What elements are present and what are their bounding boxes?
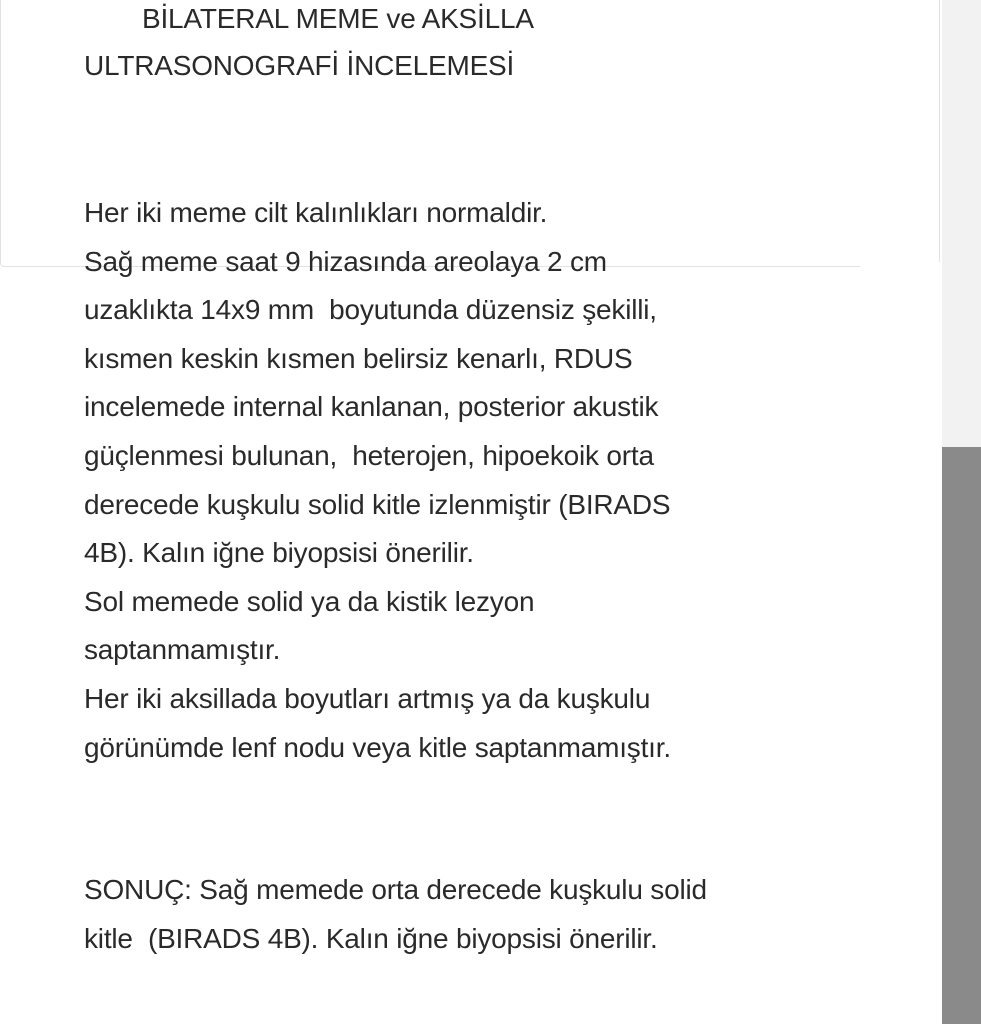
findings-line: Her iki meme cilt kalınlıkları normaldir. bbox=[84, 197, 548, 228]
scrollbar-thumb[interactable] bbox=[942, 447, 981, 1024]
report-conclusion bbox=[84, 866, 707, 963]
findings-line: 4B). Kalın iğne biyopsisi önerilir. bbox=[84, 537, 474, 569]
findings-line: uzaklıkta 14x9 mm boyutunda düzensiz şekilli, bbox=[84, 294, 657, 326]
conclusion-line: SONUÇ: Sağ memede orta derecede kuşkulu solid bbox=[84, 874, 707, 905]
findings-line: Sağ meme saat 9 hizasında areolaya 2 cm bbox=[84, 245, 607, 277]
findings-line: saptanmamıştır. bbox=[84, 634, 281, 666]
findings-line: derecede kuşkulu solid kitle izlenmiştir (BIRADS bbox=[84, 488, 671, 520]
findings-line: güçlenmesi bulunan, heterojen, hipoekoik orta bbox=[84, 439, 654, 471]
report-findings bbox=[84, 189, 671, 772]
report-title-line-2: ULTRASONOGRAFİ İNCELEMESİ bbox=[84, 50, 515, 81]
conclusion-line: kitle (BIRADS 4B). Kalın iğne biyopsisi önerilir. bbox=[84, 922, 658, 954]
findings-line: görünümde lenf nodu veya kitle saptanmamıştır. bbox=[84, 731, 671, 763]
findings-line: Sol memede solid ya da kistik lezyon bbox=[84, 585, 535, 617]
findings-line: incelemede internal kanlanan, posterior akustik bbox=[84, 391, 659, 423]
card-divider-gap bbox=[860, 262, 942, 270]
report-title-line-1: BİLATERAL MEME ve AKSİLLA bbox=[142, 3, 534, 34]
findings-line: Her iki aksillada boyutları artmış ya da kuşkulu bbox=[84, 682, 651, 714]
findings-line: kısmen keskin kısmen belirsiz kenarlı, RDUS bbox=[84, 342, 633, 374]
